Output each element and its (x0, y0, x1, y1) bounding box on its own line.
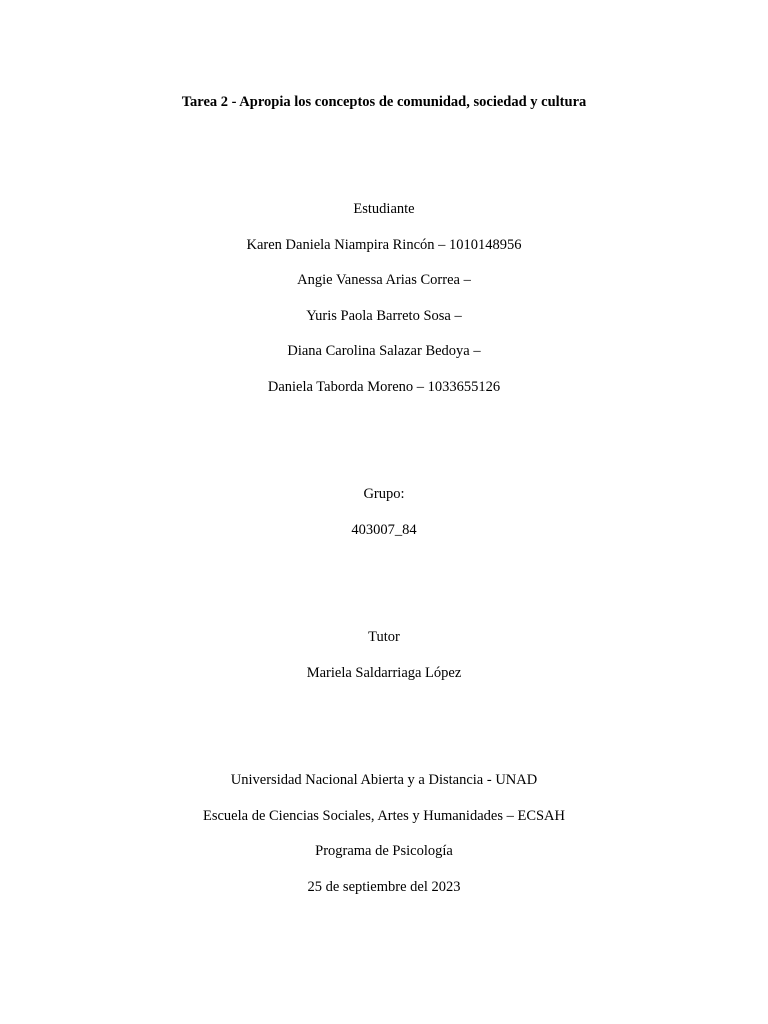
students-heading: Estudiante (353, 201, 415, 217)
university-name: Universidad Nacional Abierta y a Distancia - UNAD (230, 772, 538, 788)
group-value: 403007_84 (351, 522, 417, 538)
student-name: Angie Vanessa Arias Correa – (297, 272, 471, 288)
document-title: Tarea 2 - Apropia los conceptos de comunidad, sociedad y cultura (181, 94, 587, 110)
tutor-name: Mariela Saldarriaga López (306, 665, 462, 681)
school-name: Escuela de Ciencias Sociales, Artes y Humanidades – ECSAH (202, 808, 566, 824)
document-date: 25 de septiembre del 2023 (307, 879, 461, 895)
student-name: Daniela Taborda Moreno – 1033655126 (267, 379, 501, 395)
group-heading: Grupo: (363, 486, 405, 502)
program-name: Programa de Psicología (315, 843, 453, 859)
tutor-heading: Tutor (368, 629, 400, 645)
student-name: Karen Daniela Niampira Rincón – 1010148956 (246, 237, 522, 253)
student-name: Diana Carolina Salazar Bedoya – (287, 343, 481, 359)
student-name: Yuris Paola Barreto Sosa – (306, 308, 462, 324)
